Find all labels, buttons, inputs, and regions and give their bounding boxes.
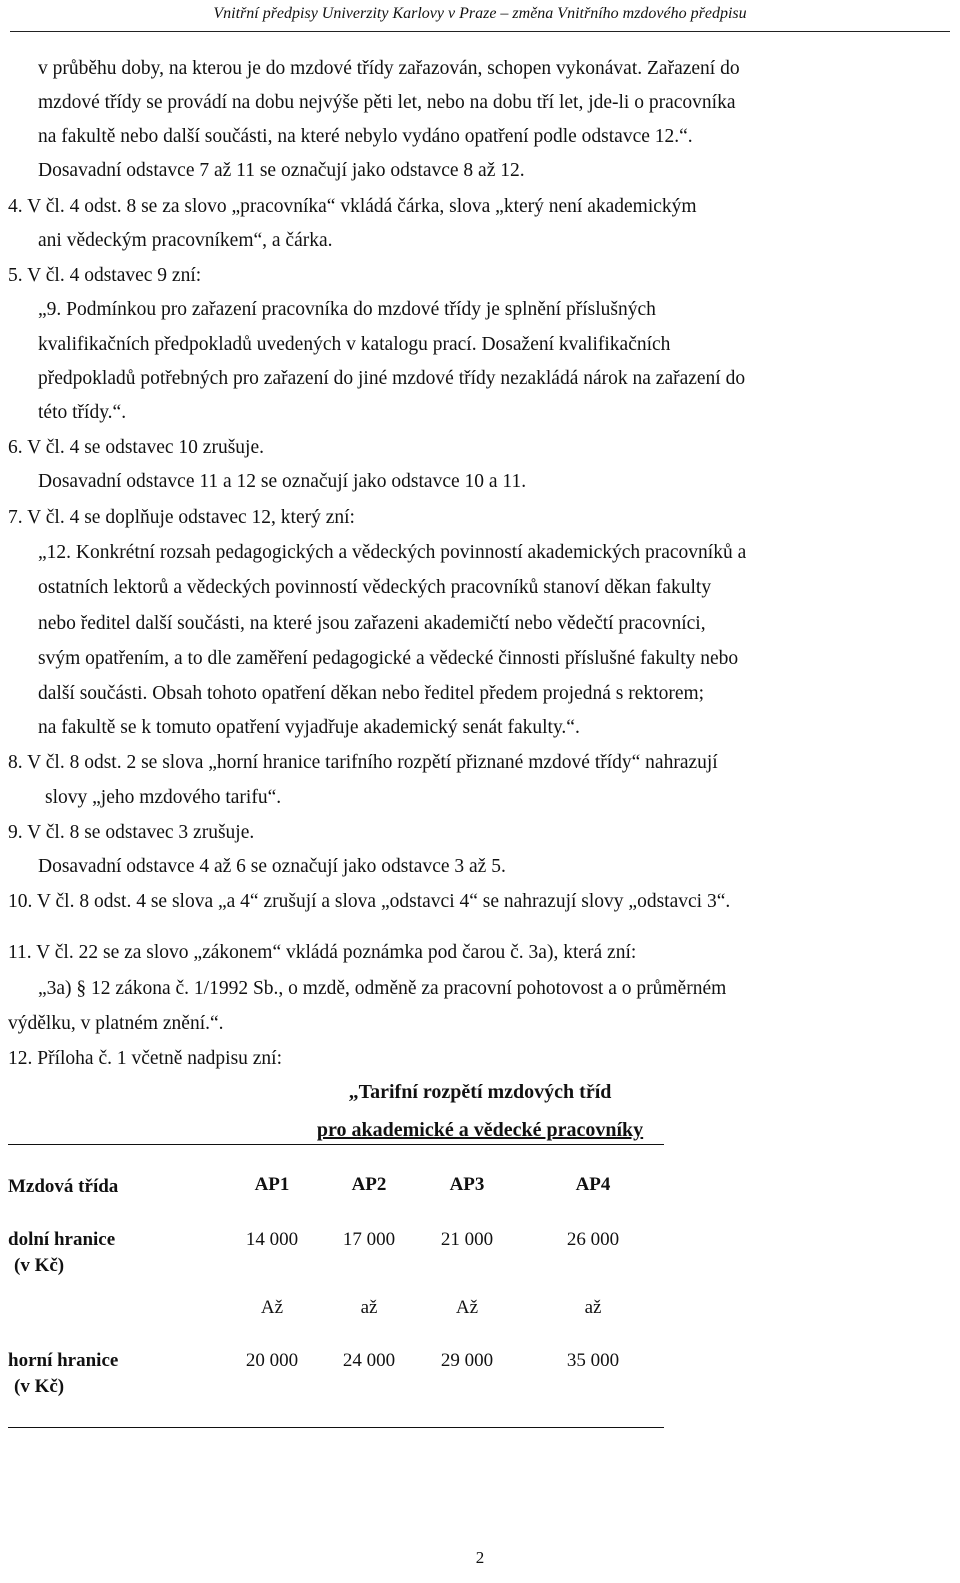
quote-line: „9. Podmínkou pro zařazení pracovníka do mzdové třídy je splnění příslušných: [38, 299, 656, 320]
table-subtitle: pro akademické a vědecké pracovníky: [316, 1119, 644, 1141]
row-label-lower-unit: (v Kč): [14, 1255, 65, 1276]
text-line: na fakultě nebo další součásti, na které nebylo vydáno opatření podle odstavce 12.“.: [38, 126, 693, 147]
amendment-item-12: 12. Příloha č. 1 včetně nadpisu zní:: [8, 1048, 283, 1069]
amendment-item-8: 8. V čl. 8 odst. 2 se slova „horní hranice tarifního rozpětí přiznané mzdové třídy“ nahrazují: [8, 752, 718, 773]
amendment-item-4: 4. V čl. 4 odst. 8 se za slovo „pracovníka“ vkládá čárka, slova „který není akademickým: [8, 196, 697, 217]
table-cell: 26 000: [566, 1229, 620, 1250]
amendment-item-7: 7. V čl. 4 se doplňuje odstavec 12, který zní:: [8, 507, 355, 528]
quote-line: „3a) § 12 zákona č. 1/1992 Sb., o mzdě, odměně za pracovní pohotovost a o průměrném: [38, 978, 727, 999]
column-header-label: Mzdová třída: [8, 1176, 119, 1197]
text-line: mzdové třídy se provádí na dobu nejvýše pěti let, nebo na dobu tří let, jde-li o pracovníka: [38, 92, 736, 113]
table-bottom-rule: [8, 1427, 664, 1428]
table-cell: až: [584, 1297, 602, 1318]
quote-line: nebo ředitel další součásti, na které jsou zařazeni akademičtí nebo vědečtí pracovníci,: [38, 613, 706, 634]
text-line: Dosavadní odstavce 7 až 11 se označují jako odstavce 8 až 12.: [38, 160, 525, 181]
amendment-item-11: 11. V čl. 22 se za slovo „zákonem“ vkládá poznámka pod čarou č. 3a), která zní:: [8, 942, 637, 963]
row-label-upper: horní hranice: [8, 1350, 119, 1371]
quote-line: na fakultě se k tomuto opatření vyjadřuje akademický senát fakulty.“.: [38, 717, 580, 738]
table-cell: Až: [260, 1297, 284, 1318]
quote-line: této třídy.“.: [38, 402, 127, 423]
table-cell: 21 000: [440, 1229, 494, 1250]
text-line: v průběhu doby, na kterou je do mzdové třídy zařazován, schopen vykonávat. Zařazení do: [38, 58, 740, 79]
amendment-item-5: 5. V čl. 4 odstavec 9 zní:: [8, 265, 202, 286]
table-title: „Tarifní rozpětí mzdových tříd: [348, 1081, 612, 1103]
quote-line: předpokladů potřebných pro zařazení do jiné mzdové třídy nezakládá nárok na zařazení do: [38, 368, 746, 389]
table-top-rule: [8, 1144, 664, 1145]
column-header: AP4: [575, 1174, 611, 1195]
table-cell: Až: [455, 1297, 479, 1318]
page-number: 2: [475, 1548, 485, 1567]
table-cell: 29 000: [440, 1350, 494, 1371]
quote-line: ostatních lektorů a vědeckých povinností vědeckých pracovníků stanoví děkan fakulty: [38, 577, 712, 598]
row-label-upper-unit: (v Kč): [14, 1376, 65, 1397]
row-label-lower: dolní hranice: [8, 1229, 116, 1250]
table-cell: 20 000: [245, 1350, 299, 1371]
text-line: ani vědeckým pracovníkem“, a čárka.: [38, 230, 333, 251]
quote-line: svým opatřením, a to dle zaměření pedagogické a vědecké činnosti příslušné fakulty nebo: [38, 648, 739, 669]
table-cell: 24 000: [342, 1350, 396, 1371]
table-cell: 35 000: [566, 1350, 620, 1371]
column-header: AP3: [449, 1174, 485, 1195]
text-line: slovy „jeho mzdového tarifu“.: [45, 787, 282, 808]
table-cell: 14 000: [245, 1229, 299, 1250]
column-header: AP2: [351, 1174, 387, 1195]
table-cell: až: [360, 1297, 378, 1318]
amendment-item-9: 9. V čl. 8 se odstavec 3 zrušuje.: [8, 822, 255, 843]
quote-line: „12. Konkrétní rozsah pedagogických a vědeckých povinností akademických pracovníků a: [38, 542, 747, 563]
header-rule: [10, 31, 950, 32]
text-line: Dosavadní odstavce 11 a 12 se označují jako odstavce 10 a 11.: [38, 471, 527, 492]
column-header: AP1: [254, 1174, 290, 1195]
quote-line: další součásti. Obsah tohoto opatření děkan nebo ředitel předem projedná s rektorem;: [38, 683, 705, 704]
table-cell: 17 000: [342, 1229, 396, 1250]
text-line: Dosavadní odstavce 4 až 6 se označují jako odstavce 3 až 5.: [38, 856, 506, 877]
quote-line: výdělku, v platném znění.“.: [8, 1013, 224, 1034]
quote-line: kvalifikačních předpokladů uvedených v katalogu prací. Dosažení kvalifikačních: [38, 334, 671, 355]
running-header: Vnitřní předpisy Univerzity Karlovy v Praze – změna Vnitřního mzdového předpisu: [213, 5, 747, 22]
amendment-item-10: 10. V čl. 8 odst. 4 se slova „a 4“ zrušují a slova „odstavci 4“ se nahrazují slovy „odstavci 3“.: [8, 891, 731, 912]
amendment-item-6: 6. V čl. 4 se odstavec 10 zrušuje.: [8, 437, 264, 458]
